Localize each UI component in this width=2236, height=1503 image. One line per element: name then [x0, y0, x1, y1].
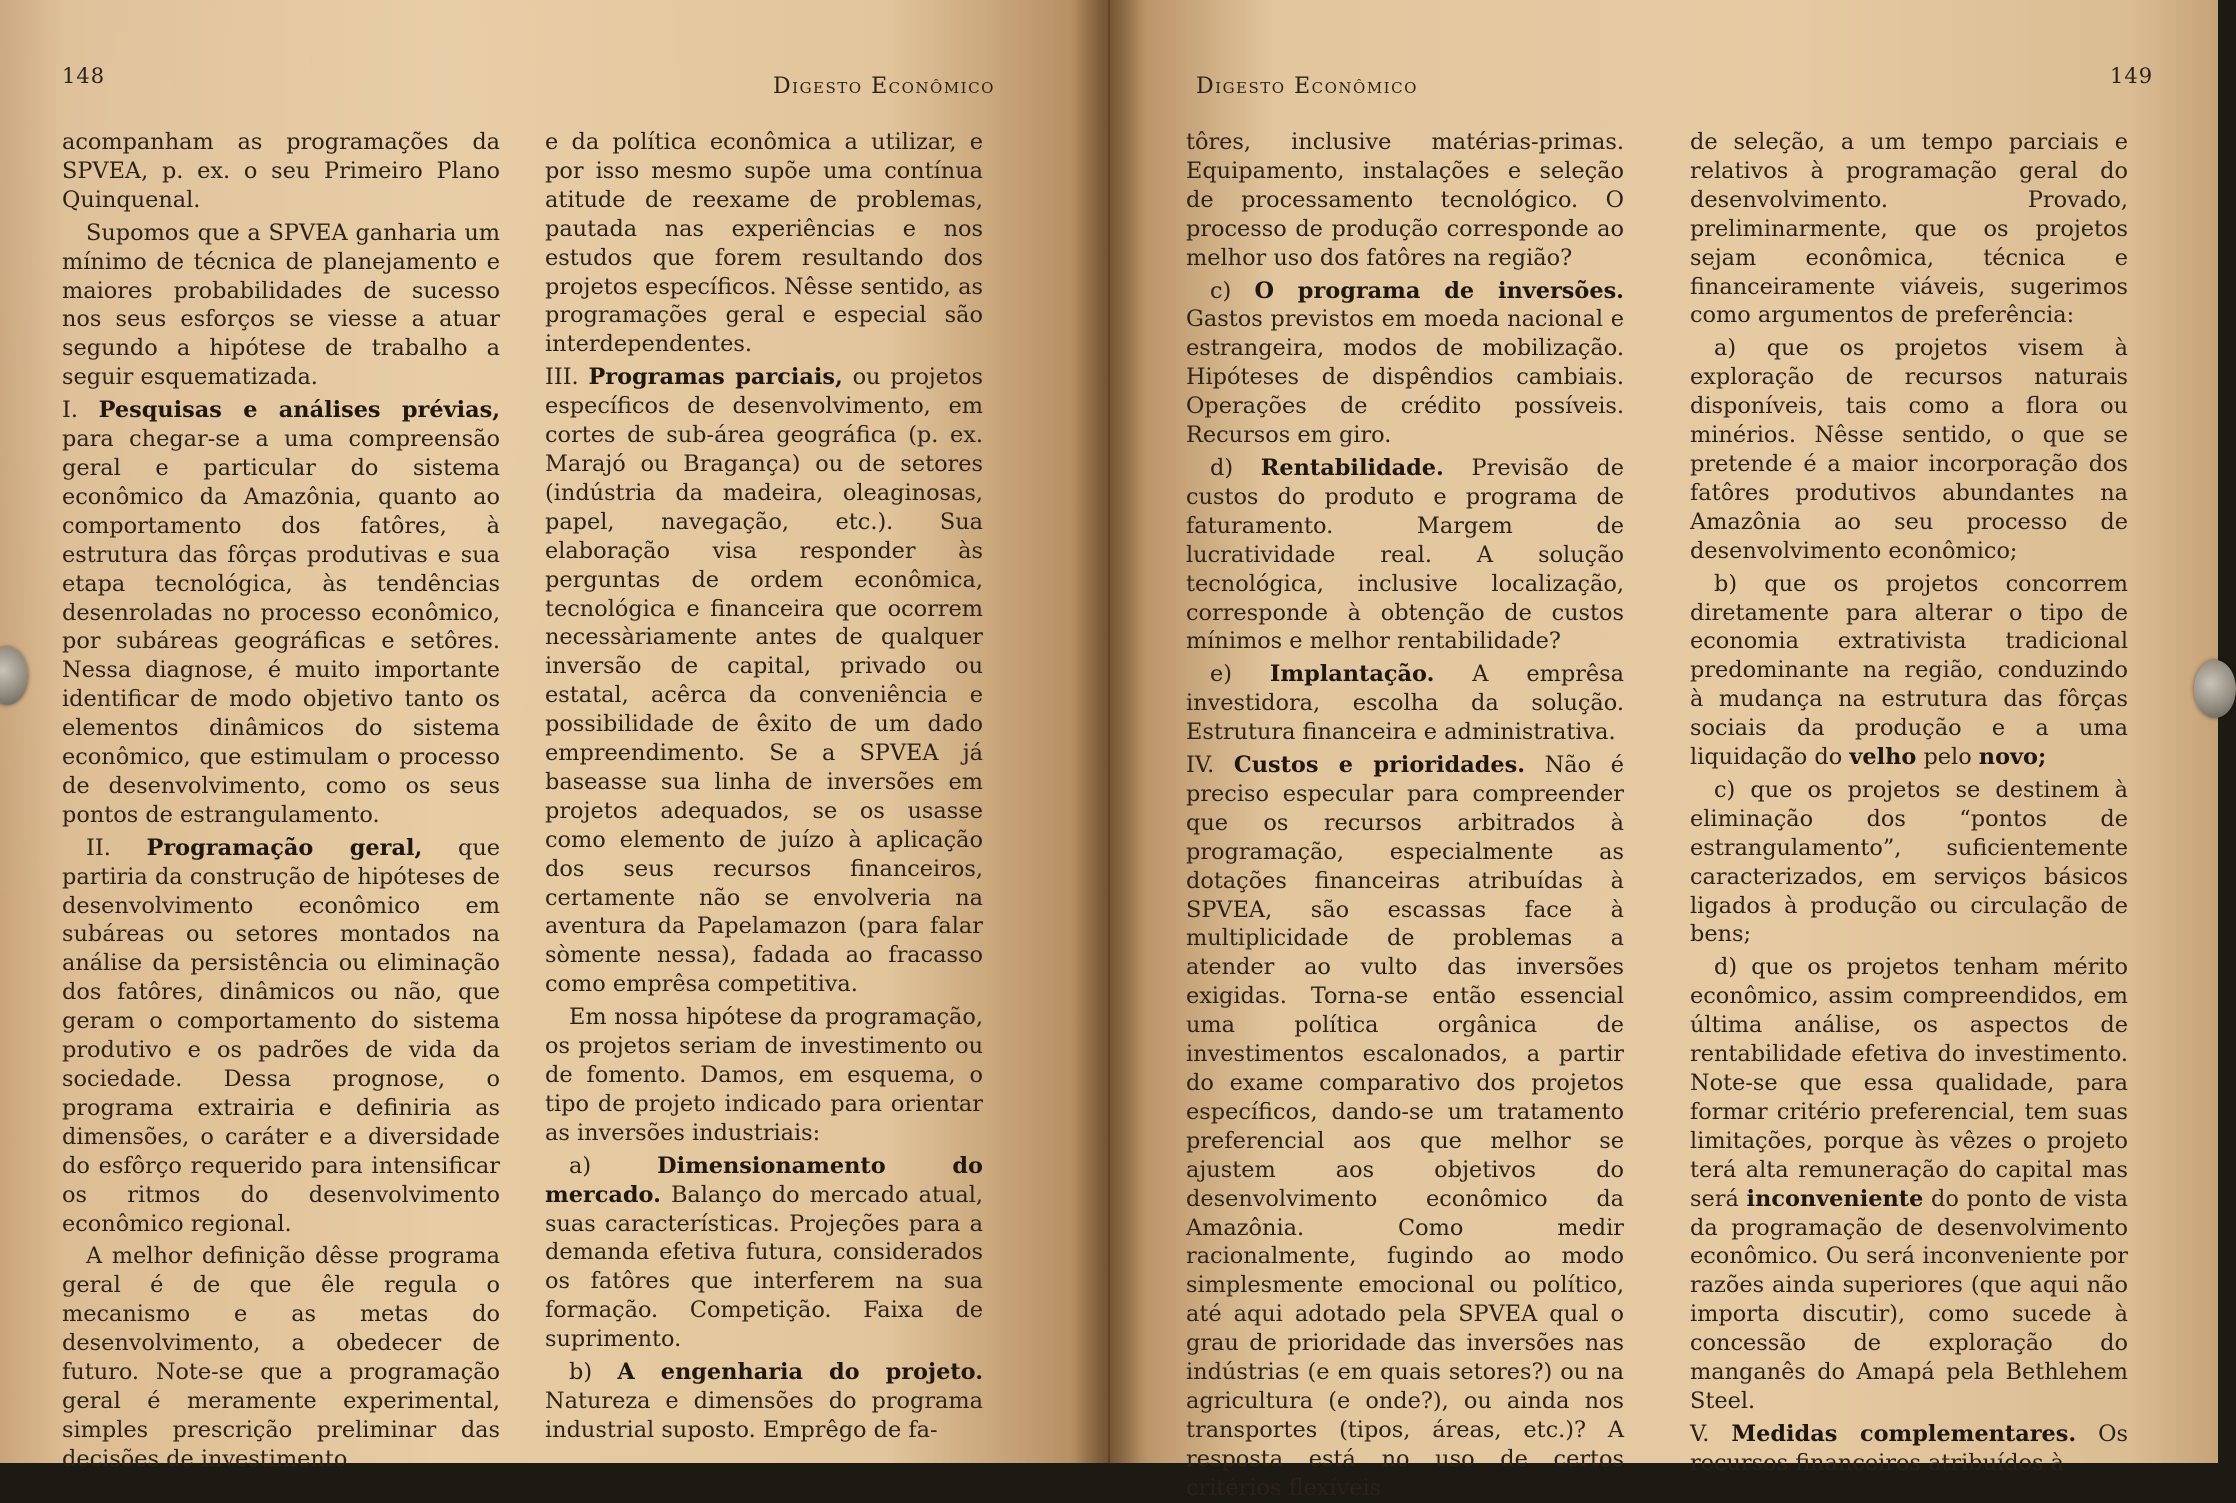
text-run: acompanham as programações da SPVEA, p. ex. o seu Primeiro Plano Quinquenal. [62, 129, 500, 213]
text-column-2 [545, 128, 983, 1463]
paragraph [545, 1003, 983, 1148]
text-run: c) que os projetos se destinem à eliminação dos “pontos de estrangulamento”, suficientemente caracterizados, em serviços básicos ligados à produção ou circulação de bens; [1690, 776, 2128, 948]
paragraph [62, 1242, 500, 1473]
text-run: II. [86, 834, 147, 861]
text-run: de seleção, a um tempo parciais e relativos à programação geral do desenvolvimento. Provado, preliminarmente, que os projetos sejam econômica, técnica e financeiramente viáveis, sugerimos como argumentos de preferência: [1690, 129, 2128, 329]
text-run: Não é preciso especular para compreender que os recursos arbitrados à programação, especialmente as dotações financeiras atribuídas à SPVEA, são escassas face à multiplicidade de problemas a atender ao vulto das inversões exigidas. Torna-se então essencial uma política orgânica de investimentos escalonados, a partir do exame comparativo dos projetos específicos, dando-se um tratamento preferencial aos que melhor se ajustem aos objetivos do desenvolvimento econômico da Amazônia. Como medir racionalmente, fugindo ao modo simplesmente emocional ou político, até aqui adotado pela SPVEA qual o grau de prioridade das inversões nas indústrias (e em quais setores?) ou na agricultura (e onde?), ou ainda nos transportes (tipos, áreas, etc.)? A resposta está no uso de certos critérios flexíveis [1186, 752, 1624, 1501]
text-run: b) [569, 1359, 618, 1386]
text-run: Gastos previstos em moeda nacional e estrangeira, modos de mobilização. Hipóteses de dispêndios cambiais. Operações de crédito possíveis. Recursos em giro. [1186, 306, 1624, 449]
text-run: Previsão de custos do produto e programa de faturamento. Margem de lucratividade real. A solução tecnológica, inclusive localização, corresponde à obtenção de custos mínimos e melhor rentabilidade? [1186, 454, 1625, 655]
bold-term: velho [1849, 744, 1917, 771]
right-page [1108, 0, 2218, 1501]
text-run: Em nossa hipótese da programação, os projetos seriam de investimento ou de fomento. Damos, em esquema, o tipo de projeto indicado para orientar as inversões industriais: [545, 1004, 983, 1146]
bold-term: Custos e prioridades. [1233, 752, 1526, 779]
text-run: que partiria da construção de hipóteses de desenvolvimento econômico em subáreas ou setores montados na análise da persistência ou eliminação dos fatôres, dinâmicos ou não, que geram o comportamento do sistema produtivo e os padrões de vida da sociedade. Dessa prognose, o programa extrairia e definiria as dimensões, o caráter e a diversidade do esfôrço requerido para intensificar os ritmos do desenvolvimento econômico regional. [62, 834, 500, 1237]
text-run: a) que os projetos visem à exploração de recursos naturais disponíveis, tais como a flora ou minérios. Nêsse sentido, o que se pretende é a maior incorporação dos fatôres produtivos abundantes na Amazônia ao seu processo de desenvolvimento econômico; [1690, 335, 2128, 564]
paragraph [1186, 751, 1624, 1503]
running-head: Digesto Econômico [1196, 74, 1418, 99]
bold-term: A engenharia do projeto. [617, 1359, 983, 1386]
text-run: Natureza e dimensões do programa industrial suposto. Emprêgo de fa- [545, 1387, 983, 1443]
bold-term: Pesquisas e análises prévias, [98, 397, 500, 424]
text-run: para chegar-se a uma compreensão geral e particular do sistema econômico da Amazônia, quanto ao comportamento dos fatôres, à estrutura das fôrças produtivas e sua etapa tecnológica, às tendências desenroladas no processo econômico, por subáreas geográficas e setôres. Nessa diagnose, é muito importante identificar de modo objetivo tanto os elementos dinâmicos do sistema econômico, que estimulam o processo de desenvolvimento, como os seus pontos de estrangulamento. [62, 426, 500, 828]
text-run: Balanço do mercado atual, suas características. Projeções para a demanda efetiva futura, considerados os fatôres que interferem na sua formação. Competição. Faixa de suprimento. [545, 1181, 983, 1353]
paragraph [1690, 334, 2128, 565]
running-head: Digesto Econômico [773, 74, 995, 99]
text-run: III. [545, 364, 589, 391]
bold-term: Medidas complementares. [1731, 1420, 2077, 1447]
paragraph [1690, 776, 2128, 949]
text-run: b) que os projetos concorrem diretamente para alterar o tipo de economia extrativista tradicional predominante na região, conduzindo à mudança na estrutura das fôrças sociais da produção e a uma liquidação do [1690, 570, 2128, 771]
paragraph [62, 396, 500, 830]
text-run: tôres, inclusive matérias-primas. Equipamento, instalações e seleção de processamento tecnológico. O processo de produção corresponde ao melhor uso dos fatôres na região? [1186, 129, 1624, 271]
text-run: A emprêsa investidora, escolha da solução. Estrutura financeira e administrativa. [1186, 661, 1625, 746]
paragraph [545, 1152, 983, 1354]
bold-term: inconveniente [1746, 1185, 1924, 1212]
paragraph [1186, 277, 1624, 450]
text-column-4 [1690, 128, 2129, 1476]
left-page [0, 0, 1108, 1472]
paragraph [62, 219, 500, 392]
text-run: ou projetos específicos de desenvolvimento, em cortes de sub-área geográfica (p. ex. Marajó ou Bragança) ou de setores (indústria da madeira, oleaginosas, papel, navegação, etc.). Sua elaboração visa responder às perguntas de ordem econômica, tecnológica e financeira que ocorrem necessàriamente antes de qualquer inversão de capital, privado ou estatal, acêrca da conveniência e possibilidade de êxito de um dado empreendimento. Se a SPVEA já baseasse sua linha de inversões em projetos adequados, se os usasse como elemento de juízo à aplicação dos seus recursos financeiros, certamente não se envolveria na aventura da Papelamazon (para falar sòmente nessa), fadada ao fracasso como emprêsa competitiva. [545, 364, 983, 998]
binding-rivet [0, 647, 28, 705]
paragraph [1186, 128, 1624, 273]
text-run: do ponto de vista da programação de desenvolvimento econômico. Ou será inconveniente por razões ainda superiores (que aqui não importa discutir), como sucede à concessão de exploração do manganês do Amapá pela Bethlehem Steel. [1690, 1185, 2128, 1414]
paragraph [62, 128, 500, 215]
text-run: c) [1210, 277, 1255, 304]
text-column-3 [1186, 128, 1625, 1501]
bold-term: Dimensionamento do mercado. [545, 1152, 983, 1208]
text-run: IV. [1186, 752, 1234, 779]
bold-term: Programas parciais, [588, 364, 843, 391]
paragraph [1186, 660, 1624, 747]
page-number: 149 [2110, 64, 2154, 88]
bold-term: Programação geral, [146, 834, 423, 861]
paragraph [62, 834, 500, 1239]
text-column-1 [62, 128, 500, 1472]
paragraph [545, 128, 983, 359]
text-run: d) [1210, 454, 1261, 481]
paragraph [545, 363, 983, 999]
text-run: e da política econômica a utilizar, e por isso mesmo supõe uma contínua atitude de reexame de problemas, pautada nas experiências e nos estudos que forem resultando dos projetos específicos. Nêsse sentido, as programações geral e especial são interdependentes. [545, 129, 983, 358]
paragraph [1690, 1420, 2128, 1478]
paragraph [1690, 570, 2128, 772]
page-number: 148 [62, 64, 106, 88]
bold-term: Rentabilidade. [1260, 454, 1444, 481]
bold-term: novo; [1978, 744, 2047, 771]
gutter-shadow [1070, 0, 1110, 1463]
text-run: I. [62, 397, 99, 424]
paragraph [1690, 128, 2128, 330]
text-run: Os recursos financeiros atribuídos à [1690, 1420, 2129, 1476]
paragraph [1690, 953, 2128, 1416]
text-run: V. [1690, 1420, 1732, 1447]
text-run: pelo [1916, 744, 1979, 771]
bold-term: O programa de inversões. [1254, 277, 1624, 304]
gutter-shadow [1108, 0, 1148, 1463]
text-run: a) [569, 1152, 658, 1179]
paragraph [545, 1358, 983, 1445]
binding-rivet [2194, 660, 2236, 718]
text-run: Supomos que a SPVEA ganharia um mínimo de técnica de planejamento e maiores probabilidades de sucesso nos seus esforços se viesse a atuar segundo a hipótese de trabalho a seguir esquematizada. [62, 219, 500, 391]
text-run: A melhor definição dêsse programa geral é de que êle regula o mecanismo e as metas do desenvolvimento, a obedecer de futuro. Note-se que a programação geral é meramente experimental, simples prescrição preliminar das decisões de investimento [62, 1243, 500, 1472]
text-run: e) [1210, 661, 1270, 688]
paragraph [1186, 454, 1624, 656]
text-run: d) que os projetos tenham mérito econômico, assim compreendidos, em última análise, os aspectos de rentabilidade efetiva do investimento. Note-se que essa qualidade, para formar critério preferencial, tem suas limitações, porque às vêzes o projeto terá alta remuneração do capital mas será [1690, 954, 2128, 1212]
bold-term: Implantação. [1269, 661, 1435, 688]
